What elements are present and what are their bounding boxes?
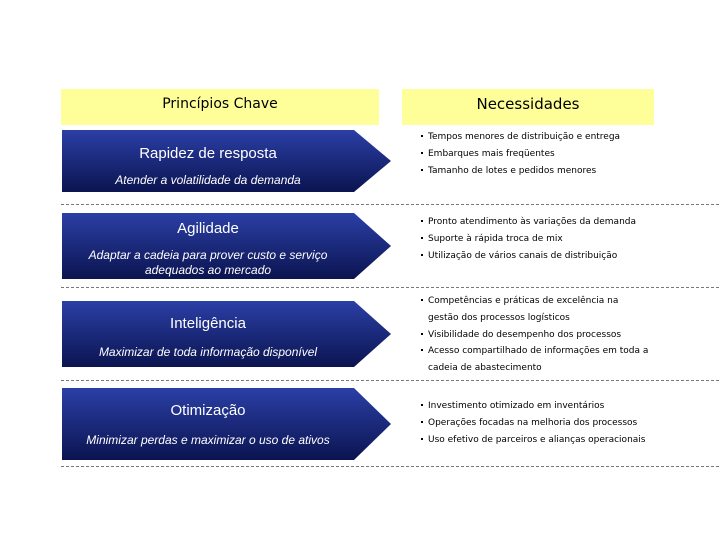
principle-title-rapidez: Rapidez de resposta [139,145,277,162]
need-item: Suporte à rápida troca de mix [421,233,636,250]
need-item: Visibilidade do desempenho dos processos [428,330,622,340]
row-divider [61,287,719,288]
principle-title-otimizacao: Otimização [170,402,246,419]
need-item: Competências e práticas de excelência na [428,296,619,306]
need-item: Pronto atendimento às variações da demanda [421,216,636,233]
need-item: Embarques mais freqüentes [421,148,620,165]
needs-list-agilidade [421,216,636,267]
need-item: Uso efetivo de parceiros e alianças operacionais [421,434,645,451]
need-item: Utilização de vários canais de distribuição [421,250,636,267]
need-item: Tempos menores de distribuição e entrega [421,131,620,148]
needs-list-rapidez [421,131,620,182]
principle-title-agilidade: Agilidade [177,220,239,237]
need-item-continuation: cadeia de abastecimento [428,363,542,373]
principles-header-title: Princípios Chave [162,96,278,112]
principle-subtitle-inteligencia: Maximizar de toda informação disponível [98,345,318,359]
principle-subtitle-otimizacao: Minimizar perdas e maximizar o uso de ativos [86,433,330,447]
principle-subtitle-rapidez: Atender a volatilidade da demanda [115,173,301,187]
row-divider [61,466,719,467]
need-item-continuation: gestão dos processos logísticos [428,313,570,323]
principle-title-inteligencia: Inteligência [170,315,246,332]
need-item: Operações focadas na melhoria dos processos [421,417,645,434]
need-item: Acesso compartilhado de informações em toda a [428,346,649,356]
principle-subtitle-agilidade: Adaptar a cadeia para prover custo e serviço adequados ao mercado [88,248,328,277]
row-divider [61,380,719,381]
arrow-row-4 [62,388,391,460]
need-item: Tamanho de lotes e pedidos menores [421,165,620,182]
needs-list-otimizacao [421,400,645,451]
need-item: Investimento otimizado em inventários [421,400,645,417]
row-divider [61,204,719,205]
needs-header-title: Necessidades [476,95,580,113]
